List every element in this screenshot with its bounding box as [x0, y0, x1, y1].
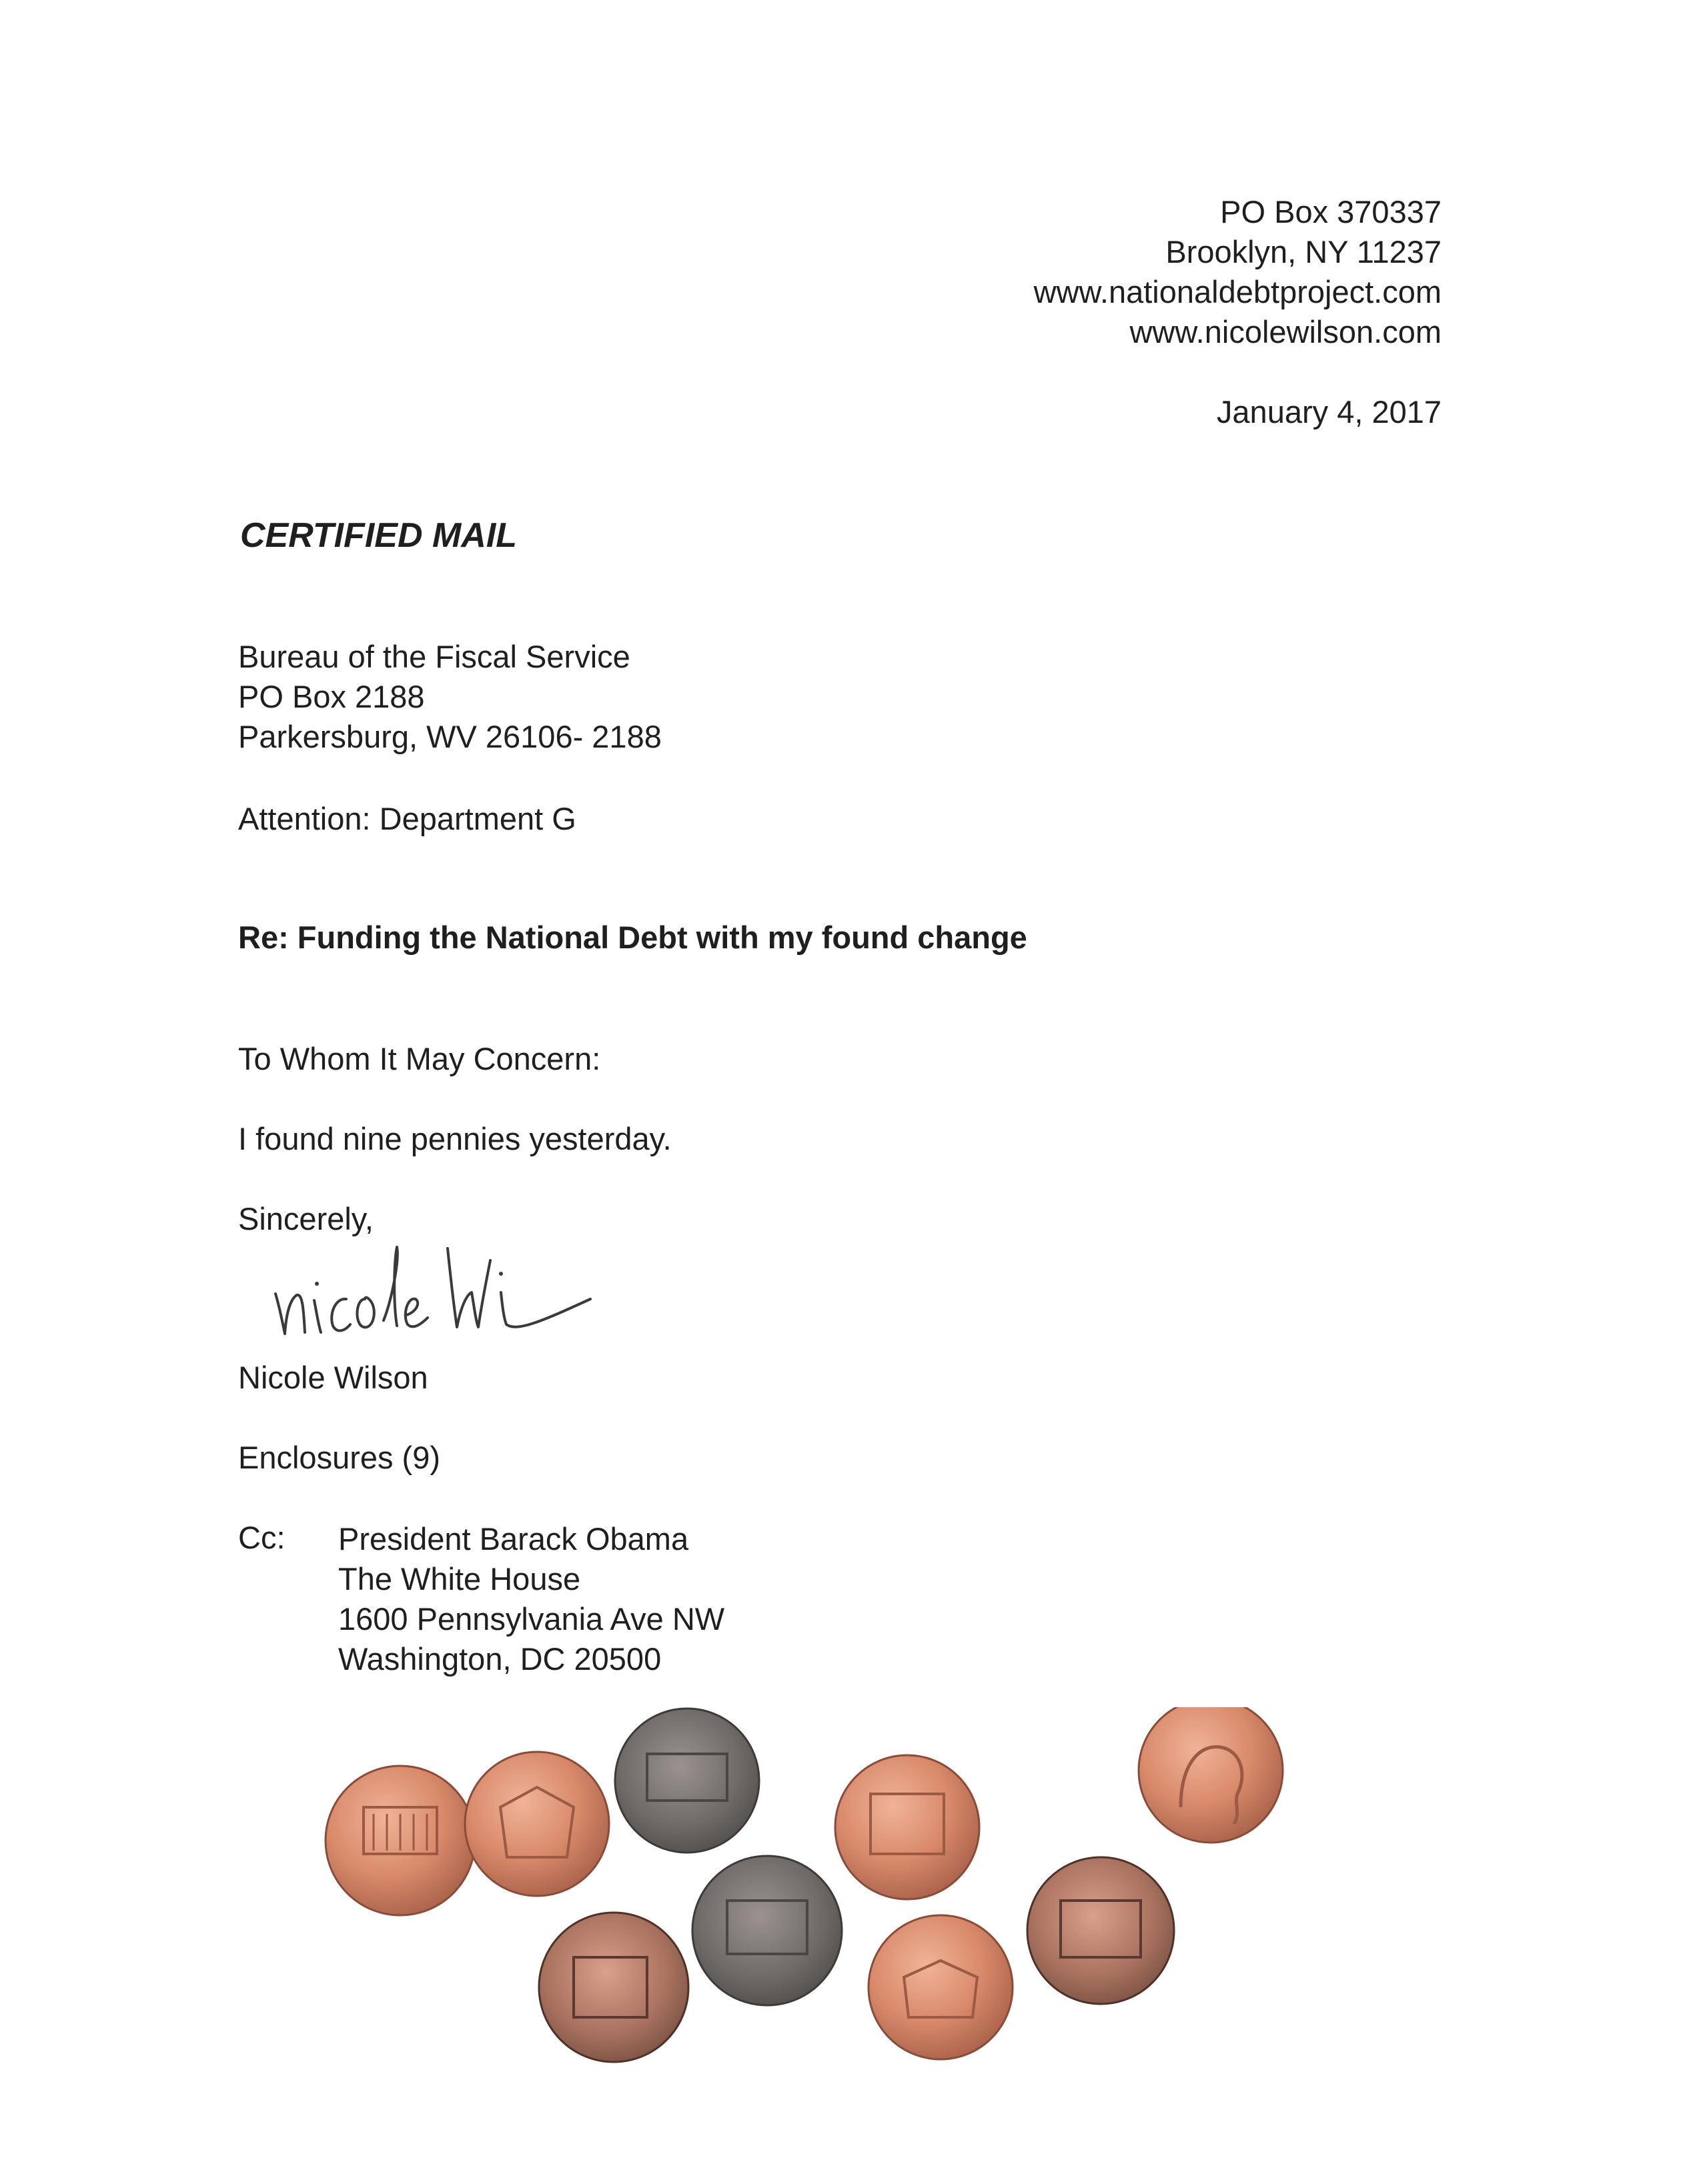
- closing: Sincerely,: [238, 1201, 374, 1236]
- cc-line-2: The White House: [338, 1561, 581, 1596]
- penny-3: [615, 1709, 759, 1853]
- penny-6: [539, 1913, 688, 2062]
- attention-line: Attention: Department G: [238, 801, 576, 836]
- penny-8: [869, 1915, 1013, 2059]
- recipient-address-line-2: Parkersburg, WV 26106- 2188: [238, 719, 662, 754]
- signer-name: Nicole Wilson: [238, 1360, 428, 1395]
- sender-address: [1034, 192, 1442, 352]
- cc-line-1: President Barack Obama: [338, 1521, 689, 1556]
- penny-4: [835, 1755, 979, 1899]
- mail-type-heading: CERTIFIED MAIL: [240, 516, 518, 555]
- salutation: To Whom It May Concern:: [238, 1041, 601, 1076]
- handwritten-signature: [263, 1220, 624, 1354]
- cc-line-3: 1600 Pennsylvania Ave NW: [338, 1601, 725, 1636]
- subject-line: Re: Funding the National Debt with my found change: [238, 920, 1027, 955]
- penny-7: [692, 1856, 842, 2005]
- recipient-address-line-1: PO Box 2188: [238, 679, 425, 714]
- penny-2: [465, 1752, 609, 1896]
- penny-9: [1027, 1857, 1174, 2004]
- letter-body: I found nine pennies yesterday.: [238, 1121, 672, 1156]
- sender-website-1: www.nationaldebtproject.com: [1033, 274, 1442, 309]
- letter-date: January 4, 2017: [1216, 394, 1442, 429]
- enclosures-note: Enclosures (9): [238, 1440, 440, 1475]
- sender-po-box: PO Box 370337: [1220, 194, 1442, 229]
- enclosed-pennies-photo: [300, 1707, 1367, 2121]
- sender-website-2: www.nicolewilson.com: [1129, 314, 1442, 349]
- cc-line-4: Washington, DC 20500: [338, 1641, 662, 1677]
- recipient-name: Bureau of the Fiscal Service: [238, 639, 630, 674]
- cc-label: Cc:: [238, 1520, 286, 1555]
- cc-address: [338, 1519, 724, 1679]
- sender-city-line: Brooklyn, NY 11237: [1165, 234, 1442, 269]
- penny-1: [326, 1766, 475, 1915]
- penny-5: [1139, 1707, 1283, 1843]
- recipient-address: [238, 637, 662, 757]
